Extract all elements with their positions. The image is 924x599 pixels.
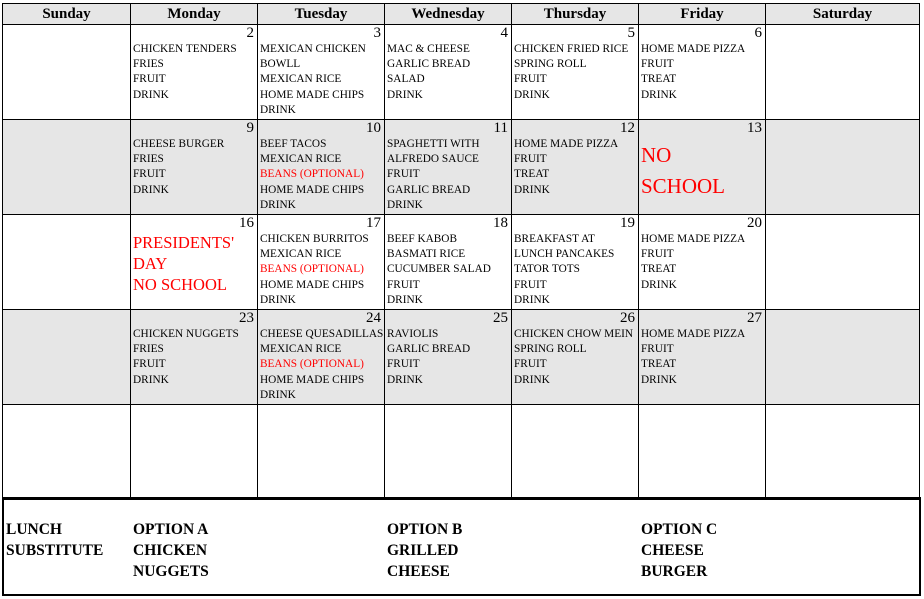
day-cell — [766, 405, 920, 500]
day-number: 26 — [620, 310, 635, 326]
day-cell — [512, 25, 639, 120]
day-cell — [3, 120, 131, 215]
menu-item: BEANS (OPTIONAL) — [260, 358, 364, 371]
day-cell — [3, 215, 131, 310]
day-cell — [258, 215, 385, 310]
menu-item: DRINK — [514, 88, 550, 101]
menu-item: HOME MADE CHIPS — [260, 88, 365, 101]
weekday-header-tuesday: Tuesday — [258, 4, 385, 25]
week-row — [3, 120, 920, 215]
day-number: 18 — [493, 215, 508, 231]
day-cell — [512, 405, 639, 500]
weekday-header-wednesday: Wednesday — [385, 4, 512, 25]
menu-item: TATOR TOTS — [514, 263, 580, 276]
day-cell — [131, 25, 258, 120]
menu-item: HOME MADE PIZZA — [641, 233, 746, 245]
day-cell — [385, 405, 512, 500]
substitute-line: LUNCH — [6, 521, 62, 538]
substitute-line: CHEESE — [387, 563, 450, 580]
menu-item: BEANS (OPTIONAL) — [260, 168, 364, 181]
lunch-calendar — [2, 3, 920, 500]
menu-item: SPRING ROLL — [514, 58, 587, 71]
day-cell — [512, 215, 639, 310]
menu-item: CHICKEN FRIED RICE — [514, 43, 629, 55]
menu-item: TREAT — [641, 73, 677, 86]
menu-item: FRUIT — [133, 73, 166, 86]
menu-item: CHICKEN TENDERS — [133, 43, 237, 55]
day-cell — [766, 215, 920, 310]
day-cell — [385, 25, 512, 120]
menu-item: ALFREDO SAUCE — [387, 153, 479, 166]
menu-item: DRINK — [514, 183, 550, 196]
menu-item: FRUIT — [514, 153, 547, 166]
menu-item: GARLIC BREAD — [387, 58, 471, 71]
menu-list — [131, 25, 257, 103]
substitute-line: CHEESE — [641, 542, 704, 559]
weekday-header-monday: Monday — [131, 4, 258, 25]
menu-item: FRIES — [133, 343, 164, 356]
menu-item: DRINK — [514, 373, 550, 386]
menu-item: LUNCH PANCAKES — [514, 248, 615, 261]
menu-item: DRINK — [133, 183, 169, 196]
day-cell — [766, 120, 920, 215]
menu-item: FRUIT — [514, 73, 547, 86]
menu-item: DRINK — [260, 103, 296, 116]
menu-item: HOME MADE CHIPS — [260, 278, 365, 291]
day-number: 6 — [754, 25, 762, 41]
menu-item: HOME MADE PIZZA — [641, 328, 746, 340]
weekday-header-friday: Friday — [639, 4, 766, 25]
substitute-option — [6, 519, 103, 561]
menu-item: BEEF TACOS — [260, 138, 327, 150]
menu-item: CHICKEN CHOW MEIN — [514, 328, 634, 340]
menu-item: FRUIT — [133, 358, 166, 371]
day-cell — [639, 120, 766, 215]
substitute-line: OPTION B — [387, 521, 463, 538]
day-cell — [131, 405, 258, 500]
menu-item: MEXICAN CHICKEN — [260, 43, 366, 55]
day-number: 16 — [239, 215, 254, 231]
day-cell — [639, 25, 766, 120]
menu-item: GARLIC BREAD — [387, 183, 471, 196]
note-line: PRESIDENTS' — [133, 233, 235, 252]
menu-item: HOME MADE PIZZA — [641, 43, 746, 55]
menu-item: DRINK — [133, 373, 169, 386]
menu-item: HOME MADE CHIPS — [260, 373, 365, 386]
menu-list — [512, 25, 638, 103]
day-cell — [385, 215, 512, 310]
substitute-line: CHICKEN — [133, 542, 208, 559]
day-cell — [385, 120, 512, 215]
menu-list — [258, 25, 384, 118]
menu-item: SPAGHETTI WITH — [387, 138, 480, 150]
menu-item: DRINK — [641, 88, 677, 101]
day-cell — [131, 310, 258, 405]
weekday-header-row — [3, 4, 920, 25]
menu-item: SALAD — [387, 73, 425, 86]
day-number: 2 — [246, 25, 254, 41]
weekday-header-sunday: Sunday — [3, 4, 131, 25]
day-cell — [131, 120, 258, 215]
menu-item: FRUIT — [387, 358, 420, 371]
menu-item: DRINK — [641, 373, 677, 386]
week-row — [3, 25, 920, 120]
menu-list — [385, 120, 511, 213]
note-line: SCHOOL — [641, 174, 726, 198]
menu-item: BOWLL — [260, 58, 301, 71]
menu-item: CUCUMBER SALAD — [387, 263, 491, 276]
substitute-option — [387, 519, 462, 582]
menu-item: FRUIT — [641, 343, 674, 356]
day-number: 9 — [246, 120, 254, 136]
substitute-line: GRILLED — [387, 542, 459, 559]
day-number: 10 — [366, 120, 381, 136]
menu-item: MEXICAN RICE — [260, 343, 342, 356]
day-cell — [639, 405, 766, 500]
day-cell — [258, 310, 385, 405]
menu-item: FRUIT — [641, 58, 674, 71]
menu-list — [131, 120, 257, 198]
day-cell — [385, 310, 512, 405]
menu-item: TREAT — [641, 263, 677, 276]
day-cell — [258, 120, 385, 215]
day-number: 13 — [747, 120, 762, 136]
day-number: 27 — [747, 310, 762, 326]
week-row — [3, 215, 920, 310]
note-line: DAY — [133, 254, 168, 273]
menu-item: FRUIT — [133, 168, 166, 181]
menu-item: MEXICAN RICE — [260, 73, 342, 86]
menu-item: DRINK — [260, 388, 296, 401]
day-cell — [258, 405, 385, 500]
day-cell — [766, 310, 920, 405]
substitute-option — [133, 519, 209, 582]
day-cell — [639, 310, 766, 405]
menu-item: DRINK — [514, 293, 550, 306]
menu-item: SPRING ROLL — [514, 343, 587, 356]
menu-item: CHICKEN NUGGETS — [133, 328, 239, 340]
day-cell — [131, 215, 258, 310]
menu-item: FRIES — [133, 58, 164, 71]
menu-item: FRUIT — [387, 168, 420, 181]
menu-item: DRINK — [641, 278, 677, 291]
menu-item: FRUIT — [387, 278, 420, 291]
menu-item: DRINK — [387, 198, 423, 211]
day-cell — [766, 25, 920, 120]
day-number: 23 — [239, 310, 254, 326]
lunch-substitute-box — [2, 497, 921, 596]
day-cell — [639, 215, 766, 310]
day-number: 5 — [627, 25, 635, 41]
menu-item: HOME MADE CHIPS — [260, 183, 365, 196]
menu-item: MAC & CHEESE — [387, 43, 470, 55]
week-row — [3, 310, 920, 405]
day-number: 3 — [373, 25, 381, 41]
substitute-line: OPTION A — [133, 521, 209, 538]
weekday-header-saturday: Saturday — [766, 4, 920, 25]
substitute-line: SUBSTITUTE — [6, 542, 104, 559]
menu-item: MEXICAN RICE — [260, 153, 342, 166]
substitute-line: NUGGETS — [133, 563, 209, 580]
menu-item: RAVIOLIS — [387, 328, 439, 340]
menu-item: DRINK — [387, 88, 423, 101]
day-number: 12 — [620, 120, 635, 136]
menu-item: BREAKFAST AT — [514, 233, 595, 245]
menu-item: BASMATI RICE — [387, 248, 466, 261]
menu-item: TREAT — [641, 358, 677, 371]
menu-item: DRINK — [260, 293, 296, 306]
menu-list — [385, 25, 511, 103]
day-cell — [512, 310, 639, 405]
menu-item: FRIES — [133, 153, 164, 166]
menu-item: TREAT — [514, 168, 550, 181]
menu-item: CHEESE QUESADILLAS — [260, 328, 384, 340]
day-cell — [258, 25, 385, 120]
day-number: 4 — [500, 25, 508, 41]
menu-item: DRINK — [387, 373, 423, 386]
menu-item: FRUIT — [514, 358, 547, 371]
menu-item: FRUIT — [641, 248, 674, 261]
substitute-option — [641, 519, 717, 582]
menu-item: CHEESE BURGER — [133, 138, 225, 150]
day-cell — [3, 310, 131, 405]
day-number: 17 — [366, 215, 381, 231]
substitute-line: OPTION C — [641, 521, 718, 538]
week-row — [3, 405, 920, 500]
note-line: NO SCHOOL — [133, 275, 227, 294]
substitute-line: BURGER — [641, 563, 708, 580]
day-cell — [3, 405, 131, 500]
day-cell — [3, 25, 131, 120]
menu-item: FRUIT — [514, 278, 547, 291]
menu-item: BEEF KABOB — [387, 233, 457, 245]
menu-item: HOME MADE PIZZA — [514, 138, 619, 150]
menu-item: MEXICAN RICE — [260, 248, 342, 261]
menu-item: DRINK — [133, 88, 169, 101]
weekday-header-thursday: Thursday — [512, 4, 639, 25]
day-number: 19 — [620, 215, 635, 231]
day-number: 25 — [493, 310, 508, 326]
menu-item: CHICKEN BURRITOS — [260, 233, 369, 245]
menu-item: BEANS (OPTIONAL) — [260, 263, 364, 276]
menu-item: GARLIC BREAD — [387, 343, 471, 356]
day-number: 24 — [366, 310, 381, 326]
note-line: NO — [641, 143, 672, 167]
menu-list — [639, 25, 765, 103]
day-cell — [512, 120, 639, 215]
menu-item: DRINK — [260, 198, 296, 211]
day-number: 20 — [747, 215, 762, 231]
day-number: 11 — [493, 120, 508, 136]
menu-item: DRINK — [387, 293, 423, 306]
